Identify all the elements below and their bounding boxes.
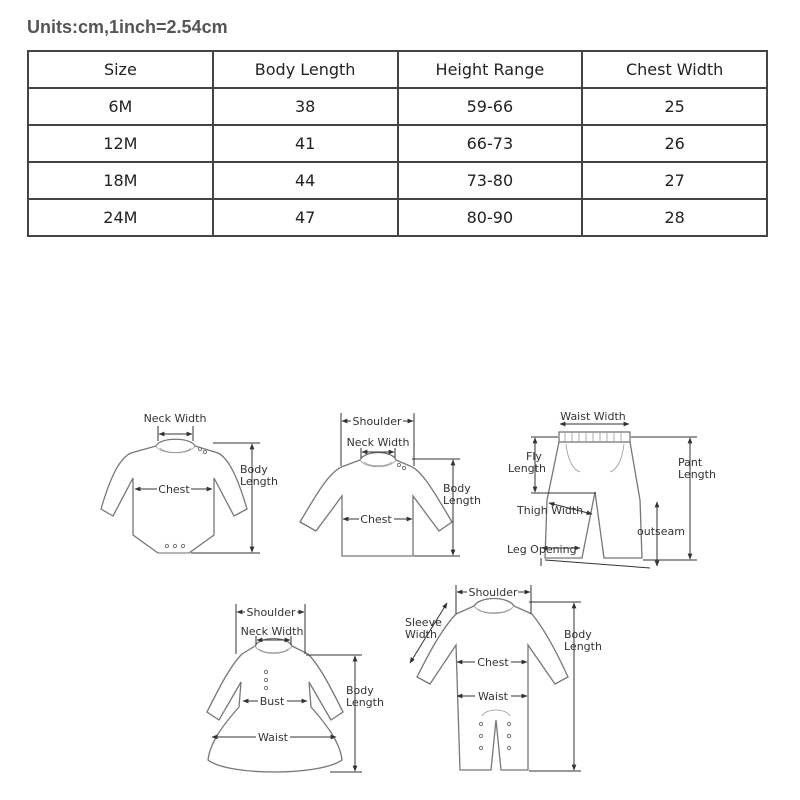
romper-sleeve-width-label: Width — [405, 628, 437, 641]
romper-diagram — [405, 585, 602, 771]
pants-pant-label: Pant — [678, 456, 703, 469]
pants-diagram — [507, 410, 716, 568]
table-row — [28, 88, 767, 125]
dress-waist-label: Waist — [257, 731, 289, 744]
measurement-diagrams — [0, 400, 800, 800]
bodysuit-body-label: Body — [240, 463, 268, 476]
romper-body-label: Body — [564, 628, 592, 641]
tshirt-neck-width-label: Neck Width — [346, 436, 410, 449]
cell-chest-width: 27 — [582, 162, 767, 199]
cell-size: 18M — [28, 162, 213, 199]
tshirt-length-label: Length — [443, 494, 481, 507]
cell-height-range: 66-73 — [398, 125, 583, 162]
header-size: Size — [28, 51, 213, 88]
cell-height-range: 80-90 — [398, 199, 583, 236]
dress-bust-label: Bust — [259, 695, 285, 708]
romper-waist-label: Waist — [477, 690, 509, 703]
romper-shoulder-label: Shoulder — [468, 586, 518, 599]
cell-chest-width: 25 — [582, 88, 767, 125]
units-note: Units:cm,1inch=2.54cm — [27, 17, 228, 37]
cell-body-length: 41 — [213, 125, 398, 162]
header-height-range: Height Range — [398, 51, 583, 88]
size-table — [27, 50, 768, 237]
cell-size: 6M — [28, 88, 213, 125]
table-row — [28, 125, 767, 162]
dress-neck-width-label: Neck Width — [240, 625, 304, 638]
tshirt-diagram — [300, 413, 481, 556]
tshirt-shoulder-label: Shoulder — [352, 415, 402, 428]
romper-chest-label: Chest — [477, 656, 509, 669]
pants-pant-length-label: Length — [678, 468, 716, 481]
cell-chest-width: 28 — [582, 199, 767, 236]
tshirt-body-label: Body — [443, 482, 471, 495]
cell-height-range: 73-80 — [398, 162, 583, 199]
cell-height-range: 59-66 — [398, 88, 583, 125]
bodysuit-chest-label: Chest — [158, 483, 190, 496]
table-row — [28, 199, 767, 236]
bodysuit-neck-width-label: Neck Width — [143, 412, 207, 425]
cell-size: 24M — [28, 199, 213, 236]
cell-body-length: 44 — [213, 162, 398, 199]
dress-body-label: Body — [346, 684, 374, 697]
romper-sleeve-label: Sleeve — [405, 616, 442, 629]
table-row — [28, 162, 767, 199]
header-body-length: Body Length — [213, 51, 398, 88]
bodysuit-diagram — [101, 412, 278, 553]
header-chest-width: Chest Width — [582, 51, 767, 88]
pants-thigh-width-label: Thigh Width — [517, 504, 584, 517]
dress-length-label: Length — [346, 696, 384, 709]
pants-outseam-label: outseam — [637, 525, 685, 538]
bodysuit-length-label: Length — [240, 475, 278, 488]
pants-leg-opening-label: Leg Opening — [507, 543, 577, 556]
romper-length-label: Length — [564, 640, 602, 653]
cell-body-length: 38 — [213, 88, 398, 125]
cell-size: 12M — [28, 125, 213, 162]
pants-waist-width-label: Waist Width — [560, 410, 626, 423]
cell-chest-width: 26 — [582, 125, 767, 162]
cell-body-length: 47 — [213, 199, 398, 236]
dress-diagram — [207, 604, 384, 772]
table-header-row — [28, 51, 767, 88]
pants-fly-label: Fly — [526, 450, 542, 463]
tshirt-chest-label: Chest — [360, 513, 392, 526]
dress-shoulder-label: Shoulder — [246, 606, 296, 619]
pants-fly-length-label: Length — [508, 462, 546, 475]
